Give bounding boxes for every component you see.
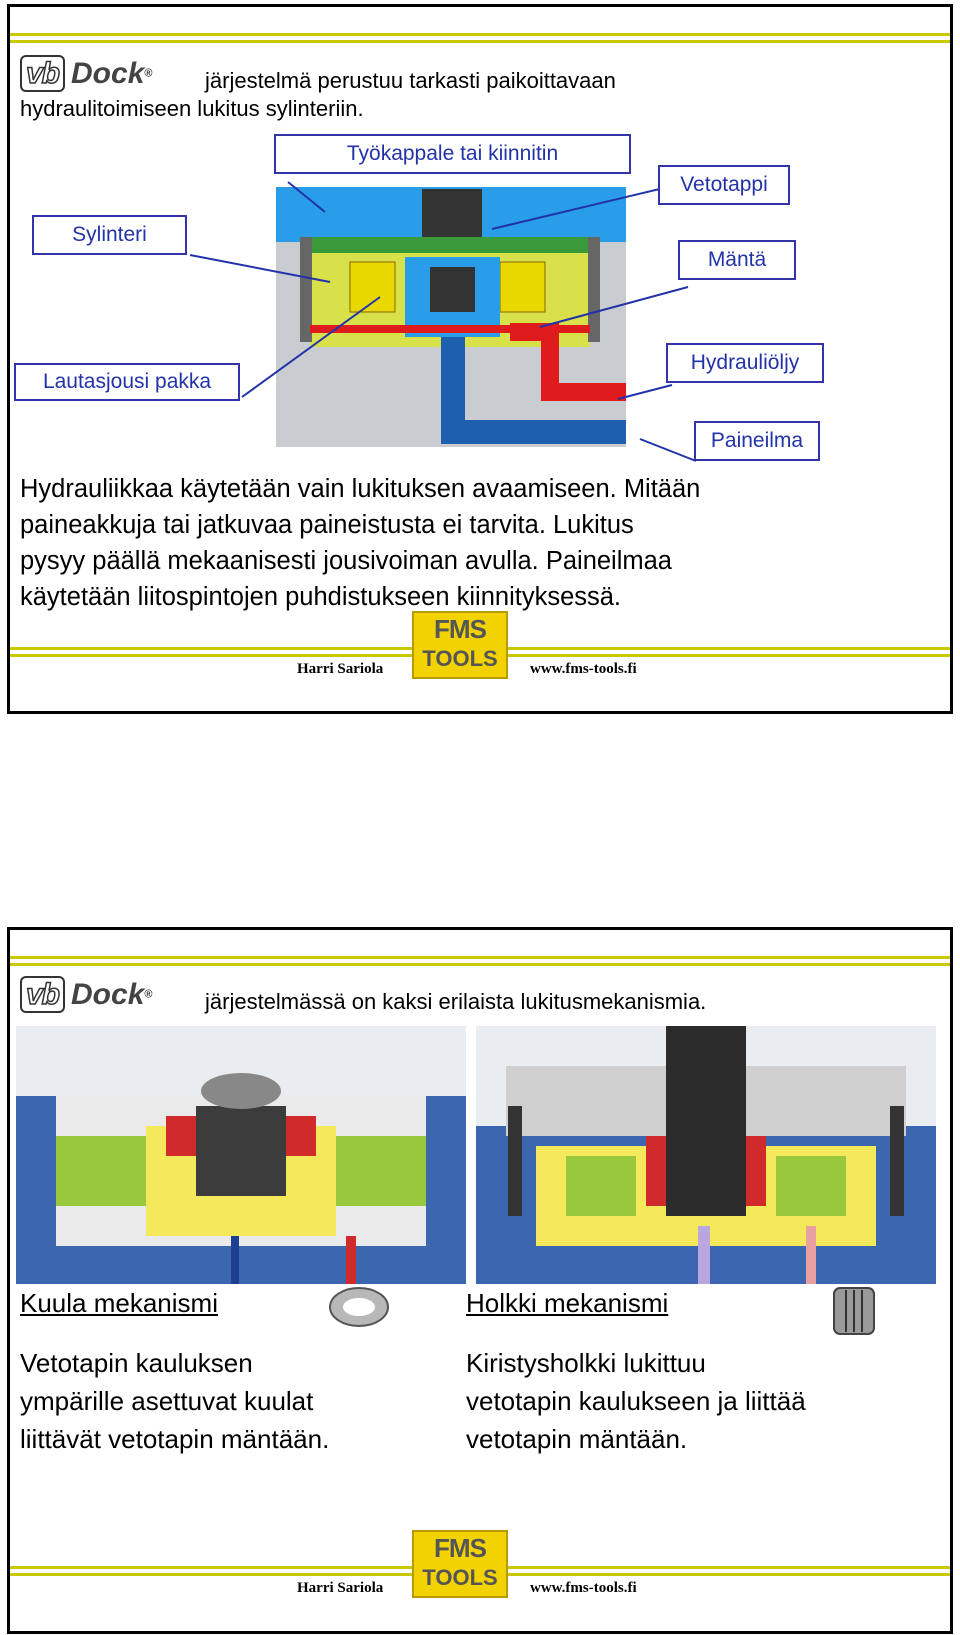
footer-url: www.fms-tools.fi: [530, 1580, 637, 1596]
vb-dock-logo: vb Dock®: [20, 57, 152, 91]
ball-mechanism-description: Vetotapin kauluksen ympärille asettuvat kuulat liittävät vetotapin mäntään.: [20, 1348, 330, 1454]
description-paragraph: Hydrauliikkaa käytetään vain lukituksen avaamiseen. Mitään paineakkuja tai jatkuvaa paineistusta ei tarvita. Lukitus pysyy päällä mekaanisesti jousivoiman avulla. Paineilmaa käytetään liitospintojen puhdistukseen kiinnityksessä.: [20, 475, 701, 611]
intro-line-1: järjestelmä perustuu tarkasti paikoittavaan: [205, 68, 616, 93]
top-accent-bar: [10, 956, 950, 966]
fms-tools-logo: FMS TOOLS: [412, 611, 508, 679]
intro-line-2: hydraulitoimiseen lukitus sylinteriin.: [20, 96, 364, 121]
collet-mechanism-image: [476, 1026, 936, 1284]
ball-ring-icon: [328, 1285, 390, 1330]
callout-compressed-air: Paineilma: [694, 421, 820, 461]
callout-pull-stud: Vetotappi: [658, 165, 790, 205]
callout-spring-pack: Lautasjousi pakka: [14, 363, 240, 401]
vb-dock-logo: vb Dock®: [20, 978, 152, 1012]
collet-mechanism-heading: Holkki mekanismi: [466, 1288, 669, 1318]
slide-2: [7, 927, 953, 1634]
slide-1: [7, 4, 953, 714]
callout-workpiece: Työkappale tai kiinnitin: [274, 134, 631, 174]
footer-author: Harri Sariola: [297, 661, 384, 677]
ball-mechanism-heading: Kuula mekanismi: [20, 1288, 218, 1318]
fms-tools-logo: FMS TOOLS: [412, 1530, 508, 1598]
top-accent-bar: [10, 33, 950, 43]
footer-author: Harri Sariola: [297, 1580, 384, 1596]
callout-cylinder: Sylinteri: [32, 215, 187, 255]
cylinder-diagram: [10, 127, 950, 467]
collet-icon: [826, 1282, 882, 1340]
collet-mechanism-description: Kiristysholkki lukittuu vetotapin kaulukseen ja liittää vetotapin mäntään.: [466, 1348, 806, 1454]
callout-hydraulic-oil: Hydrauliöljy: [666, 343, 824, 383]
intro-line: järjestelmässä on kaksi erilaista lukitusmekanismia.: [205, 989, 707, 1014]
footer-url: www.fms-tools.fi: [530, 661, 637, 677]
callout-piston: Mäntä: [678, 240, 796, 280]
ball-mechanism-image: [16, 1026, 466, 1284]
